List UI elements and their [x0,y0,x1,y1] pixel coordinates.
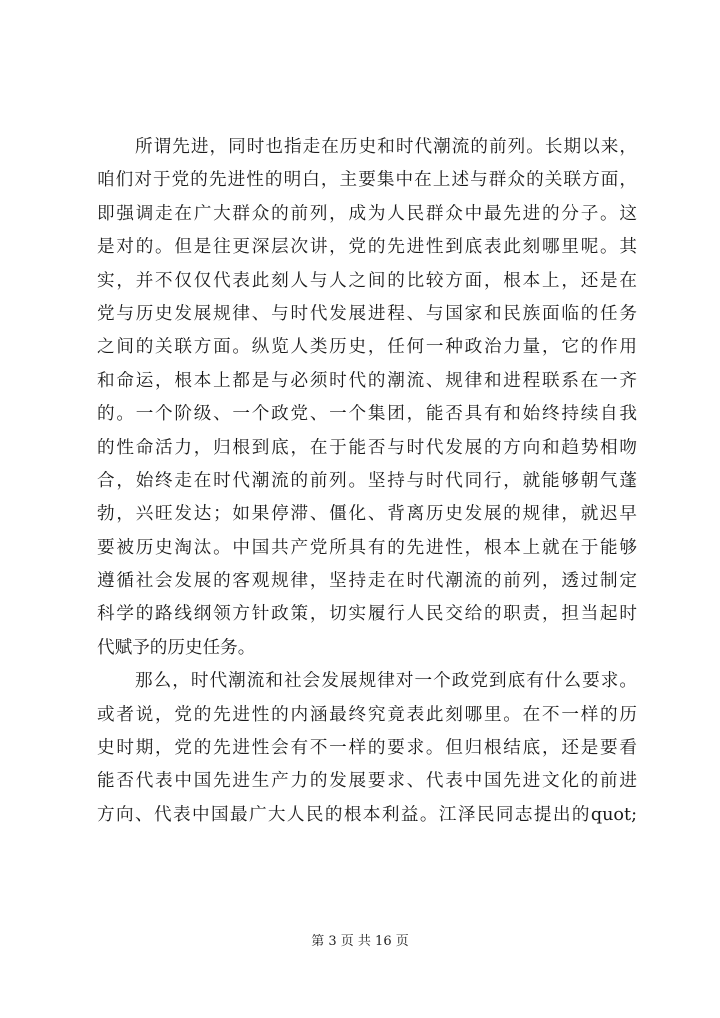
text-line: 代赋予的历史任务。 [97,637,256,658]
text-line: 所谓先进，同时也指走在历史和时代潮流的前列。长期以来， [135,137,637,157]
text-line: 史时期，党的先进性会有不一样的要求。但归根结底，还是要看 [97,738,637,759]
text-line: 遵循社会发展的客观规律，坚持走在时代潮流的前列，透过制定 [97,571,637,592]
text-line: 的性命活力，归根到底，在于能否与时代发展的方向和趋势相吻 [97,437,637,458]
page-number-footer: 第 3 页 共 16 页 [311,934,409,949]
text-line: 合，始终走在时代潮流的前列。坚持与时代同行，就能够朝气蓬 [97,470,637,491]
text-line: 咱们对于党的先进性的明白，主要集中在上述与群众的关联方面， [97,170,637,191]
text-line: 要被历史淘汰。中国共产党所具有的先进性，根本上就在于能够 [97,537,637,558]
text-line: 即强调走在广大群众的前列，成为人民群众中最先进的分子。这 [97,203,637,224]
text-line: 能否代表中国先进生产力的发展要求、代表中国先进文化的前进 [97,771,637,792]
text-line: 或者说，党的先进性的内涵最终究竟表此刻哪里。在不一样的历 [97,704,637,725]
text-line: 党与历史发展规律、与时代发展进程、与国家和民族面临的任务 [97,303,637,324]
text-line: 是对的。但是往更深层次讲，党的先进性到底表此刻哪里呢。其 [97,237,637,258]
text-line: 勃，兴旺发达；如果停滞、僵化、背离历史发展的规律，就迟早 [97,504,637,525]
text-line: 那么，时代潮流和社会发展规律对一个政党到底有什么要求。 [135,671,637,692]
text-line: 方向、代表中国最广大人民的根本利益。江泽民同志提出的quot; [97,804,637,825]
paragraph-1 [97,131,637,665]
text-line: 之间的关联方面。纵览人类历史，任何一种政治力量，它的作用 [97,337,637,358]
text-line: 的。一个阶级、一个政党、一个集团，能否具有和始终持续自我 [97,404,637,425]
document-body [97,131,637,832]
paragraph-2 [97,665,637,832]
text-line: 和命运，根本上都是与必须时代的潮流、规律和进程联系在一齐 [97,370,637,391]
text-line: 实，并不仅仅代表此刻人与人之间的比较方面，根本上，还是在 [97,270,637,291]
text-line: 科学的路线纲领方针政策，切实履行人民交给的职责，担当起时 [97,604,637,625]
